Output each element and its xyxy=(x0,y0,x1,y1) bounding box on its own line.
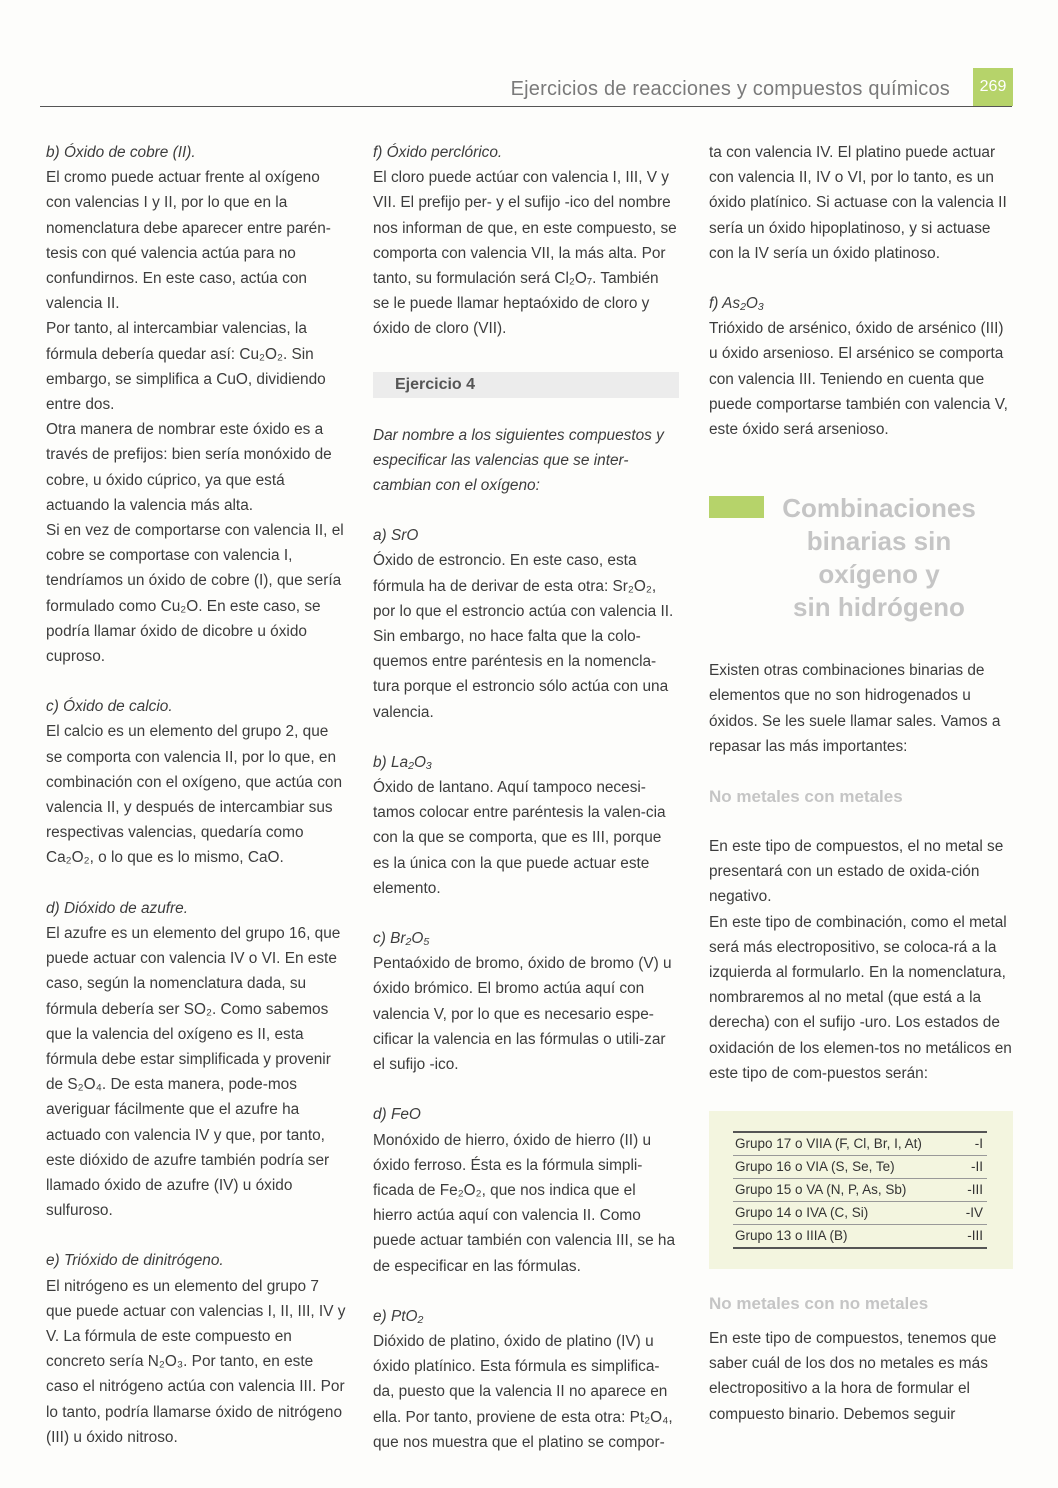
item-heading: b) Óxido de cobre (II). xyxy=(46,144,196,161)
oxidation-value-cell: -II xyxy=(959,1156,987,1179)
col3c-content xyxy=(709,834,1014,1086)
paragraph-gap xyxy=(709,266,1014,291)
paragraph: Óxido de estroncio. En este caso, esta fórmula ha de derivar de esta otra: Sr₂O₂, por lo que el estroncio actúa con valencia II. Sin embargo, no hace falta que la colo-quemos entre paréntesis en la nomencla-tura porque el estroncio sólo actúa con una valencia. xyxy=(373,552,674,721)
column-right xyxy=(709,140,1014,1427)
section-accent-bar xyxy=(709,496,764,518)
section-title-line: binarias sin xyxy=(806,526,952,557)
paragraph-gap xyxy=(373,725,678,750)
group-cell: Grupo 17 o VIIA (F, Cl, Br, I, At) xyxy=(733,1132,959,1156)
spacer xyxy=(709,442,1014,492)
paragraph: El nitrógeno es un elemento del grupo 7 que puede actuar con valencias I, II, III, IV y V. La fórmula de este compuesto en concreto sería N₂O₃. Por tanto, en este caso el nitrógeno actúa con valencia III. Por lo tanto, podría llamarse óxido de nitrógeno (III) u óxido nitroso. xyxy=(46,1277,346,1446)
item-heading: b) La₂O₃ xyxy=(373,753,433,771)
spacer xyxy=(709,759,1014,784)
table-row xyxy=(733,1179,987,1202)
paragraph: Trióxido de arsénico, óxido de arsénico (III) u óxido arsenioso. El arsénico se comporta con valencia III. Teniendo en cuenta que puede comportarse también con valencia V, este óxido será arsenioso. xyxy=(709,320,1008,439)
paragraph: ta con valencia IV. El platino puede actuar con valencia II, IV o VI, por lo tanto, es un óxido platínico. Si actuase con la valencia II sería un óxido hipoplatinoso, y si actuase con la IV sería un óxido platinoso. xyxy=(709,144,1007,262)
paragraph-gap xyxy=(46,871,346,896)
col1-content xyxy=(46,140,346,1450)
subheading-no-metales: No metales con no metales xyxy=(709,1294,929,1314)
item-heading: f) As₂O₃ xyxy=(709,295,765,313)
item-heading: Dar nombre a los siguientes compuestos y especificar las valencias que se inter-cambian con el oxígeno: xyxy=(373,426,664,495)
item-heading: d) FeO xyxy=(373,1106,421,1124)
table-row xyxy=(733,1225,987,1249)
table-row xyxy=(733,1132,987,1156)
paragraph-gap xyxy=(373,498,678,523)
header-title: Ejercicios de reacciones y compuestos químicos xyxy=(510,78,950,100)
oxidation-value-cell: -I xyxy=(959,1132,987,1156)
item-heading: e) Trióxido de dinitrógeno. xyxy=(46,1252,224,1270)
section-title xyxy=(764,492,994,624)
paragraph: Existen otras combinaciones binarias de elementos que no son hidrogenados u óxidos. Se les suele llamar sales. Vamos a repasar las más importantes: xyxy=(709,662,1001,755)
paragraph-gap xyxy=(373,901,678,926)
paragraph: El cloro puede actúar con valencia I, III, V y VII. El prefijo per- y el sufijo -ico del nombre nos informan de que, en este compuesto, se comporta con valencia VII, la más alta. Por tanto, su formulación será Cl₂O₇. También se le puede llamar heptaóxido de cloro y óxido de cloro (VII). xyxy=(373,169,677,338)
page-number: 269 xyxy=(973,68,1013,106)
col3d-content xyxy=(709,1326,1014,1427)
paragraph: En este tipo de compuestos, el no metal se presentará con un estado de oxida-ción negativo. xyxy=(709,838,1004,906)
item-heading: c) Óxido de calcio. xyxy=(46,698,173,716)
section-heading-block xyxy=(709,492,1014,624)
spacer xyxy=(709,1316,1014,1326)
table-row xyxy=(733,1156,987,1179)
section-title-line: Combinaciones xyxy=(782,493,976,524)
exercise-heading: Ejercicio 4 xyxy=(373,372,679,398)
col3b-content xyxy=(709,658,1014,759)
item-heading: c) Br₂O₅ xyxy=(373,930,430,948)
section-title-line: oxígeno y xyxy=(818,559,940,590)
oxidation-table-panel xyxy=(709,1111,1013,1269)
paragraph-gap xyxy=(46,669,346,694)
header-divider xyxy=(40,106,1012,107)
paragraph: Por tanto, al intercambiar valencias, la fórmula debería quedar así: Cu₂O₂. Sin embargo, se simplifica a CuO, dividiendo entre dos. xyxy=(46,320,326,414)
col2a-content xyxy=(373,140,678,342)
paragraph-gap xyxy=(373,1077,678,1102)
col3a-content xyxy=(709,140,1014,442)
column-middle xyxy=(373,140,678,1455)
spacer xyxy=(709,1269,1014,1291)
section-title-line: sin hidrógeno xyxy=(793,592,965,623)
paragraph-gap xyxy=(46,1223,346,1248)
item-heading: e) PtO₂ xyxy=(373,1307,424,1325)
paragraph: El azufre es un elemento del grupo 16, que puede actuar con valencia IV o VI. En este caso, según la nomenclatura dada, su fórmula debería ser SO₂. Como sabemos que la valencia del oxígeno es II, esta fórmula debe estar simplificada y provenir de S₂O₄. De esta manera, pode-mos averiguar fácilmente que el azufre ha actuado con valencia IV y que, por tanto, este dióxido de azufre también podría ser llamado óxido de azufre (IV) u óxido sulfuroso. xyxy=(46,924,341,1220)
group-cell: Grupo 14 o IVA (C, Si) xyxy=(733,1202,959,1225)
oxidation-states-table xyxy=(733,1131,987,1249)
group-cell: Grupo 13 o IIIA (B) xyxy=(733,1225,959,1249)
group-cell: Grupo 16 o VIA (S, Se, Te) xyxy=(733,1156,959,1179)
paragraph: Óxido de lantano. Aquí tampoco necesi-tamos colocar entre paréntesis la valen-cia con la que se comporta, que es III, porque es la única con la que puede actuar este elemento. xyxy=(373,779,666,897)
oxidation-value-cell: -III xyxy=(959,1179,987,1202)
spacer xyxy=(709,1086,1014,1111)
spacer xyxy=(373,342,678,368)
paragraph: En este tipo de compuestos, tenemos que saber cuál de los dos no metales es más electropositivo a la hora de formular el compuesto binario. Debemos seguir xyxy=(709,1330,997,1423)
spacer xyxy=(709,624,1014,658)
item-heading: d) Dióxido de azufre. xyxy=(46,899,189,917)
item-heading: f) Óxido perclórico. xyxy=(373,144,503,161)
paragraph: Dióxido de platino, óxido de platino (IV) u óxido platínico. Esta fórmula es simplifica-da, puesto que la valencia II no aparece en ella. Por tanto, proviene de esta otra: Pt₂O₄, que nos muestra que el platino se compor- xyxy=(373,1332,673,1451)
paragraph: Monóxido de hierro, óxido de hierro (II) u óxido ferroso. Ésta es la fórmula simpli-ficada de Fe₂O₂, que nos indica que el hierro actúa aquí con valencia II. Como puede actuar también con valencia III, se ha de especificar en las fórmulas. xyxy=(373,1131,676,1275)
paragraph: El cromo puede actuar frente al oxígeno con valencias I y II, por lo que en la nomenclatura debe aparecer entre parén-tesis con qué valencia actúa para no confundirnos. En este caso, actúa con valencia II. xyxy=(46,169,331,313)
paragraph-gap xyxy=(373,1279,678,1304)
spacer xyxy=(709,809,1014,834)
group-cell: Grupo 15 o VA (N, P, As, Sb) xyxy=(733,1179,959,1202)
table-row xyxy=(733,1202,987,1225)
oxidation-value-cell: -IV xyxy=(959,1202,987,1225)
column-left xyxy=(46,140,346,1450)
paragraph: Otra manera de nombrar este óxido es a través de prefijos: bien sería monóxido de cobre, u óxido cúprico, ya que está actuando la valencia más alta. xyxy=(46,421,332,514)
item-heading: a) SrO xyxy=(373,527,419,545)
paragraph: El calcio es un elemento del grupo 2, que se comporta con valencia II, por lo que, en combinación con el oxígeno, que actúa con valencia II, y después de intercambiar sus respectivas valencias, quedaría como Ca₂O₂, o lo que es lo mismo, CaO. xyxy=(46,723,343,867)
spacer xyxy=(373,402,678,423)
col2b-content xyxy=(373,423,678,1455)
subheading-metales: No metales con metales xyxy=(709,787,903,807)
paragraph: Si en vez de comportarse con valencia II, el cobre se comportase con valencia I, tendríamos un óxido de cobre (I), que sería formulado como Cu₂O. En este caso, se podría llamar óxido de dicobre u óxido cuproso. xyxy=(46,522,344,666)
paragraph: En este tipo de combinación, como el metal será más electropositivo, se coloca-rá a la izquierda al formularlo. En la nomenclatura, nombraremos al no metal (que está a la derecha) con el sufijo -uro. Los estados de oxidación de los elemen-tos no metálicos en este tipo de com-puestos serán: xyxy=(709,913,1012,1082)
paragraph: Pentaóxido de bromo, óxido de bromo (V) u óxido brómico. El bromo actúa aquí con valencia V, por lo que es necesario espe-cificar la valencia en las fórmulas o utili-zar el sufijo -ico. xyxy=(373,955,672,1074)
oxidation-value-cell: -III xyxy=(959,1225,987,1249)
